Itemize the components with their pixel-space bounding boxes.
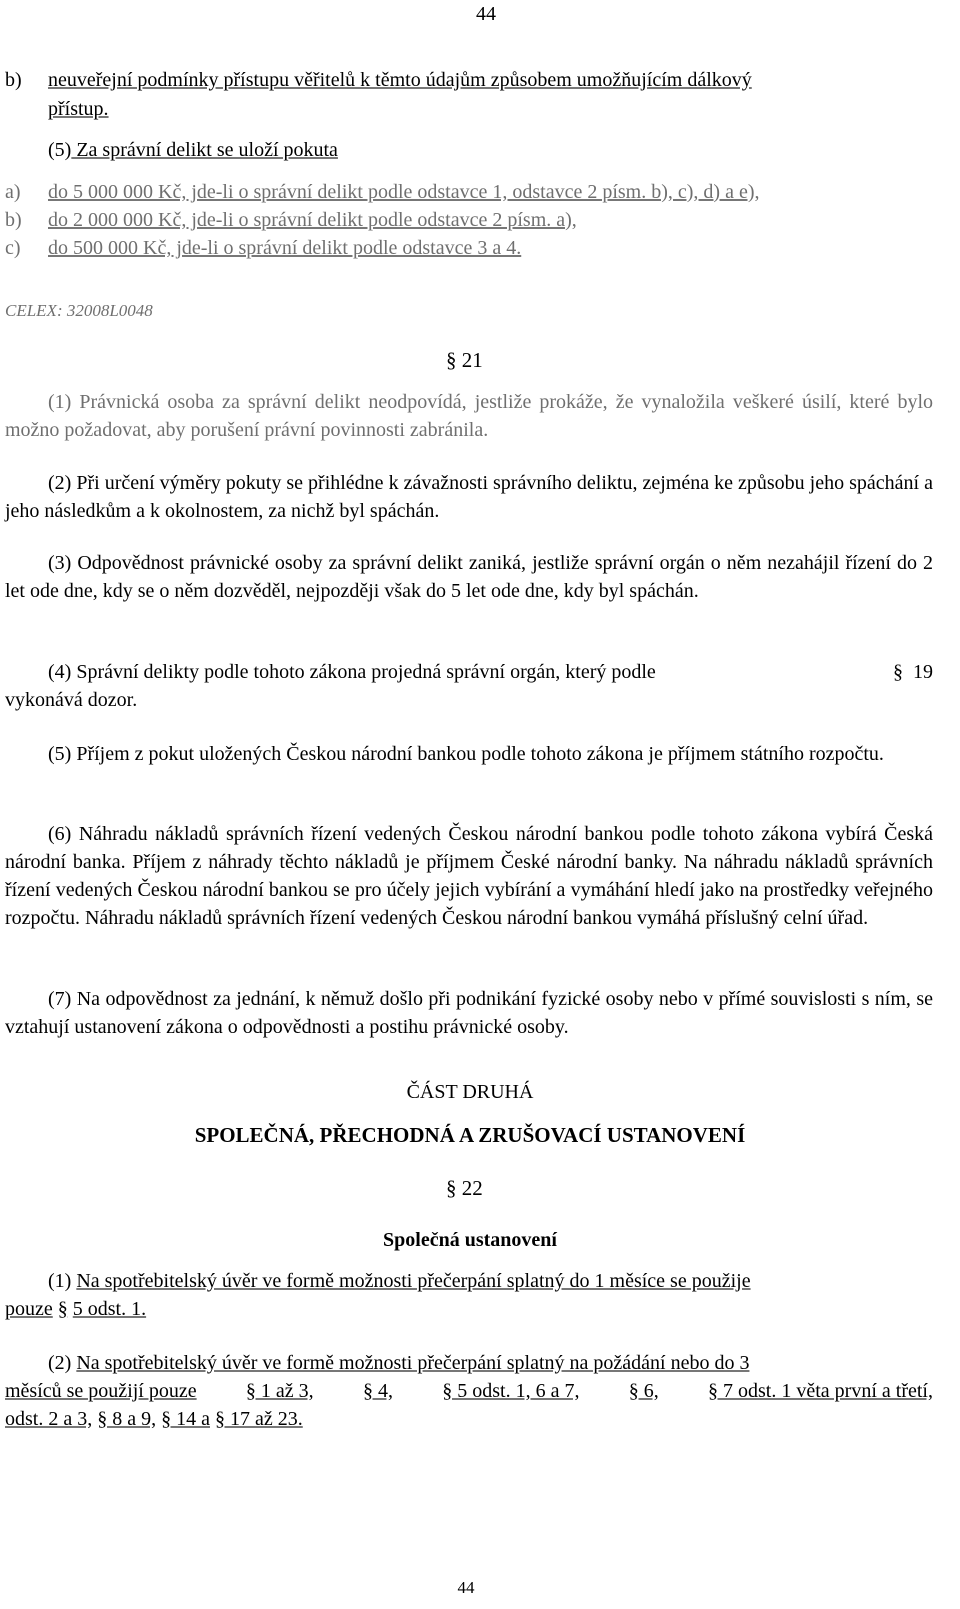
section-22-heading: § 22 [446,1176,483,1200]
list-item: c) do 500 000 Kč, jde-li o správní delikt podle odstavce 3 a 4. [5,237,522,259]
section-symbol: § [57,1298,68,1320]
page-number-bottom: 44 [457,1578,475,1597]
para-5 [48,136,948,164]
section-symbol: § [446,348,457,372]
item-b-marker: b) [5,69,22,91]
section-22-title: Společná ustanovení [383,1229,557,1251]
para-22-2: (2) Na spotřebitelský úvěr ve formě možnosti přečerpání splatný na požádání nebo do 3 měsíců se použijí pouze § 1 až 3, § 4, § 5 odst. 1, 6 a 7, § 6, § 7 odst. 1 věta první a třetí, odst. 2 a 3, § 8 a 9, § 14 a § 17 až 23. [5,1352,933,1430]
item-b [5,66,959,94]
fines-list [5,178,959,262]
part-title: ČÁST DRUHÁ [406,1081,534,1103]
para-21-3: (3) Odpovědnost právnické osoby za správní delikt zaniká, jestliže správní orgán o něm nezahájil řízení do 2 let ode dne, kdy se o něm dozvěděl, nejpozději však do 5 let ode dne, kdy byl spáchán. [5,552,933,602]
section-21-heading: § 21 [446,348,483,372]
para-21-1: (1) Právnická osoba za správní delikt neodpovídá, jestliže prokáže, že vynaložila veškeré úsilí, které bylo možno požadovat, aby porušení právní povinnosti zabránila. [5,391,933,441]
section-symbol: § [893,661,903,683]
list-item: a) do 5 000 000 Kč, jde-li o správní delikt podle odstavce 1, odstavce 2 písm. b), c), d) a e), [5,181,760,203]
item-b-text: neuveřejní podmínky přístupu věřitelů k těmto údajům způsobem umožňujícím dálkový [48,69,752,91]
list-item: b) do 2 000 000 Kč, jde-li o správní delikt podle odstavce 2 písm. a), [5,209,577,231]
para-21-2: (2) Při určení výměry pokuty se přihlédne k závažnosti správního deliktu, zejména ke způsobu jeho spáchání a jeho následkům a k okolnostem, za nichž byl spáchán. [5,472,933,522]
page-number-top: 44 [476,3,496,25]
para-22-1: (1) Na spotřebitelský úvěr ve formě možnosti přečerpání splatný do 1 měsíce se použije pouze § 5 odst. 1. [5,1270,751,1320]
para-21-7: (7) Na odpovědnost za jednání, k němuž došlo při podnikání fyzické osoby nebo v přímé souvislosti s ním, se vztahují ustanovení zákona o odpovědnosti a postihu právnické osoby. [5,988,933,1038]
para-21-5: (5) Příjem z pokut uložených Českou národní bankou podle tohoto zákona je příjmem státního rozpočtu. [48,743,884,765]
item-b-cont: přístup. [48,98,109,120]
section-symbol: § [446,1176,457,1200]
para-21-4: (4) Správní delikty podle tohoto zákona projedná správní orgán, který podle § 19 vykonává dozor. [5,661,933,711]
para-5-text: Za správní delikt se uloží pokuta [71,139,338,161]
para-5-prefix: (5) [48,139,72,161]
part-heading: SPOLEČNÁ, PŘECHODNÁ A ZRUŠOVACÍ USTANOVENÍ [194,1123,746,1147]
celex-reference: CELEX: 32008L0048 [5,301,153,320]
para-21-6: (6) Náhradu nákladů správních řízení vedených Českou národní bankou podle tohoto zákona vybírá Česká národní banka. Příjem z náhrady těchto nákladů je příjmem České národní banky. Na náhradu nákladů správních řízení vedených Českou národní bankou se pro účely jejich vybírání a vymáhání hledí jako na prostředky veřejného rozpočtu. Náhradu nákladů správních řízení vedených Českou národní bankou vymáhá příslušný celní úřad. [5,823,933,929]
